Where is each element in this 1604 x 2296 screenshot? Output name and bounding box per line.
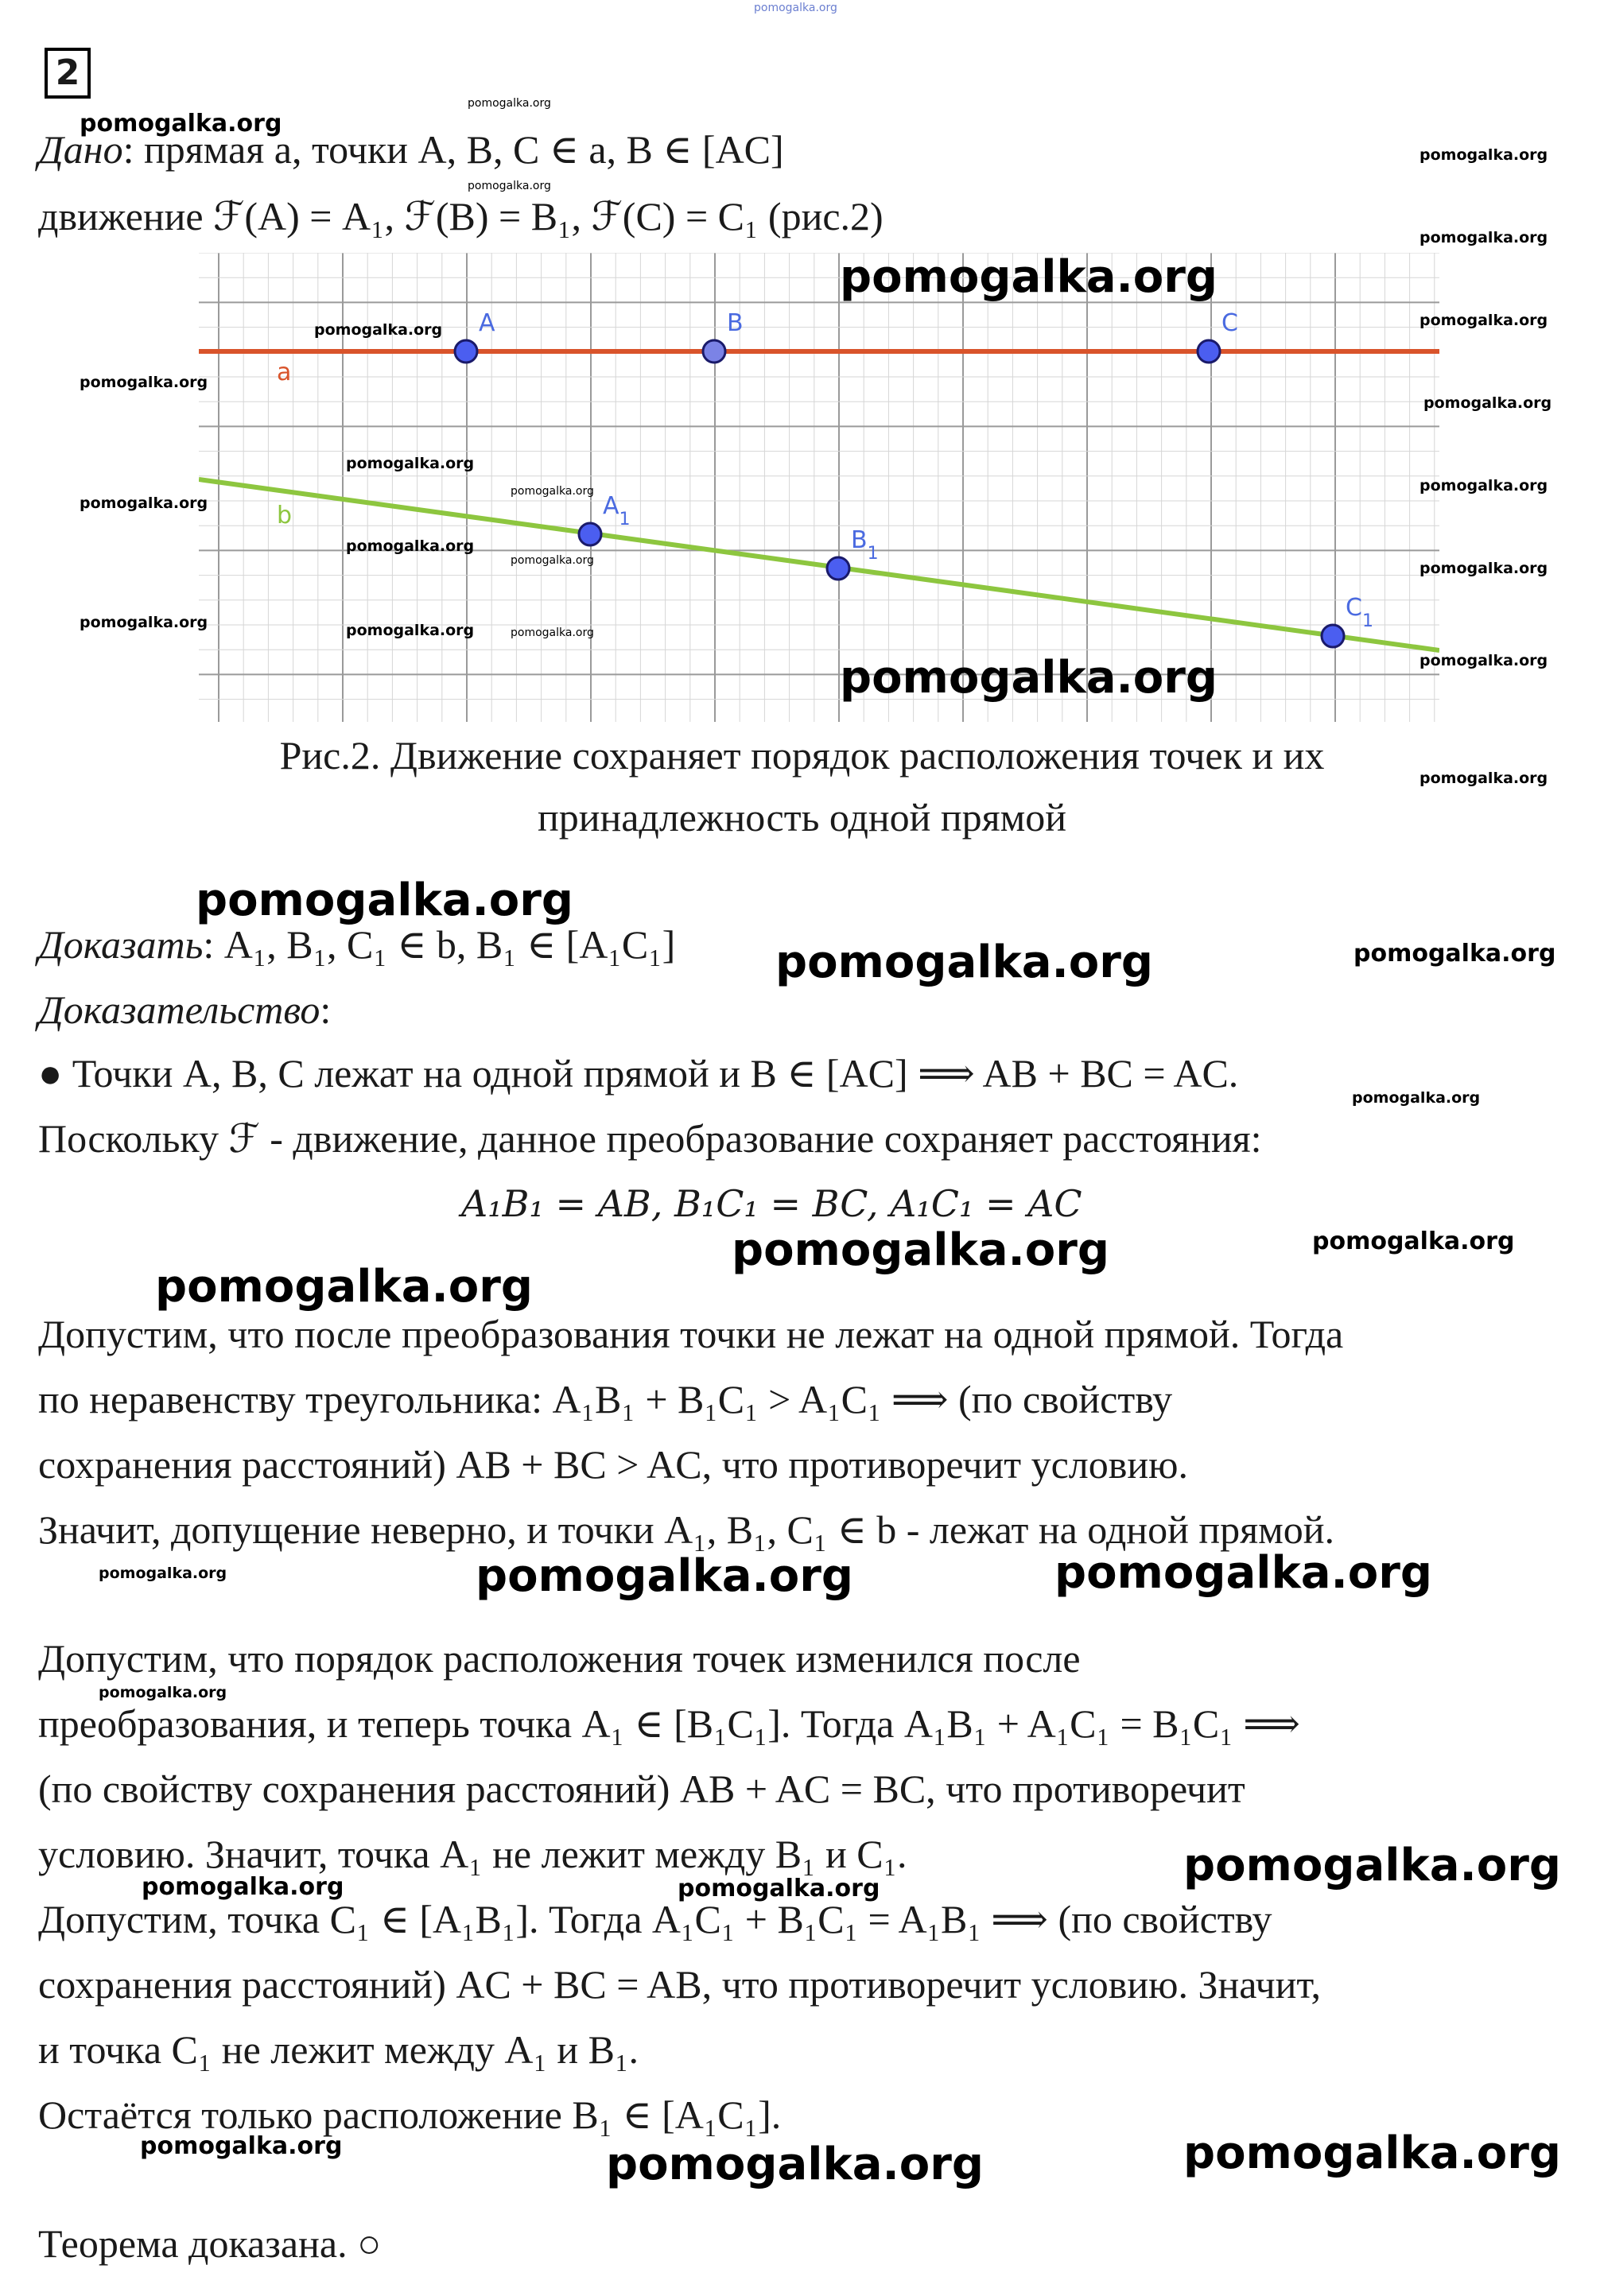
point-c1-label: $C_1$: [1346, 594, 1373, 631]
watermark: pomogalka.org: [99, 1565, 227, 1582]
watermark: pomogalka.org: [1423, 394, 1552, 412]
point-c1-point: [1322, 625, 1344, 647]
proof-line-10: (по свойству сохранения расстояний) AB + AC = BC, что противоречит: [38, 1767, 1245, 1811]
prove-line: [38, 922, 675, 968]
watermark: pomogalka.org: [606, 2139, 984, 2190]
header-watermark: pomogalka.org: [754, 2, 837, 14]
point-c-label: C: [1221, 309, 1238, 337]
watermark: pomogalka.org: [511, 485, 594, 498]
problem-number-badge: 2: [45, 48, 91, 99]
watermark: pomogalka.org: [678, 1875, 880, 1902]
watermark: pomogalka.org: [840, 251, 1218, 303]
watermark: pomogalka.org: [1054, 1547, 1432, 1599]
point-a1-point: [579, 523, 601, 545]
proof-line-9: преобразования, и теперь точка A₁ ∈ [B₁C₁]. Тогда A₁B₁ + A₁C₁ = B₁C₁ ⟹: [38, 1701, 1300, 1746]
point-c-point: [1198, 340, 1220, 363]
watermark: pomogalka.org: [99, 1684, 227, 1701]
watermark: pomogalka.org: [1420, 770, 1548, 787]
watermark: pomogalka.org: [346, 537, 475, 555]
proof-line-1-text: Точки A, B, C лежат на одной прямой и B ∈ [AC] ⟹ AB + BC = AC.: [72, 1051, 1239, 1096]
proof-line-5: по неравенству треугольника: A₁B₁ + B₁C₁ > A₁C₁ ⟹ (по свойству: [38, 1377, 1173, 1421]
watermark: pomogalka.org: [346, 622, 475, 639]
point-b-point: [703, 340, 725, 363]
prove-label: Доказать: [38, 922, 204, 967]
proof-label-colon: :: [320, 987, 332, 1032]
proof-line-14: и точка C₁ не лежит между A₁ и B₁.: [38, 2027, 639, 2072]
point-b-label: B: [727, 309, 744, 337]
proof-heading: [38, 987, 331, 1034]
given-text-1: : прямая a, точки A, B, C ∈ a, B ∈ [AC]: [122, 127, 784, 172]
watermark: pomogalka.org: [1420, 652, 1548, 669]
figure-caption-line-2: принадлежность одной прямой: [537, 795, 1067, 840]
proof-line-1: [38, 1051, 1238, 1097]
given-label: Дано: [38, 127, 123, 172]
bullet: ●: [38, 1051, 63, 1096]
watermark: pomogalka.org: [80, 110, 282, 138]
watermark: pomogalka.org: [468, 97, 551, 110]
watermark: pomogalka.org: [140, 2132, 343, 2160]
watermark: pomogalka.org: [346, 455, 475, 472]
watermark: pomogalka.org: [1312, 1228, 1515, 1255]
watermark: pomogalka.org: [80, 614, 208, 631]
watermark: pomogalka.org: [468, 180, 551, 192]
watermark: pomogalka.org: [476, 1550, 853, 1602]
watermark: pomogalka.org: [1183, 1840, 1561, 1891]
proof-equalities: A₁B₁ = AB, B₁C₁ = BC, A₁C₁ = AC: [461, 1182, 1082, 1225]
proof-line-2: Поскольку ℱ - движение, данное преобразование сохраняет расстояния:: [38, 1116, 1262, 1161]
proof-line-11: условию. Значит, точка A₁ не лежит между B₁ и C₁.: [38, 1832, 907, 1876]
proof-line-15: Остаётся только расположение B₁ ∈ [A₁C₁].: [38, 2092, 782, 2137]
watermark: pomogalka.org: [196, 875, 573, 926]
watermark: pomogalka.org: [1183, 2127, 1561, 2179]
line-a-label: a: [277, 359, 292, 386]
point-a-point: [455, 340, 477, 363]
watermark: pomogalka.org: [775, 937, 1153, 988]
watermark: pomogalka.org: [1420, 312, 1548, 329]
proof-line-6: сохранения расстояний) AB + BC > AC, что противоречит условию.: [38, 1442, 1188, 1487]
point-a-label: A: [479, 309, 495, 337]
watermark: pomogalka.org: [80, 374, 208, 391]
point-b1-label: $B_1$: [851, 526, 879, 564]
watermark: pomogalka.org: [314, 321, 443, 339]
watermark: pomogalka.org: [1353, 940, 1556, 968]
point-b1-point: [827, 557, 849, 580]
watermark: pomogalka.org: [1420, 560, 1548, 577]
watermark: pomogalka.org: [511, 554, 594, 567]
watermark: pomogalka.org: [1420, 477, 1548, 494]
figure-caption-line-1: Рис.2. Движение сохраняет порядок расположения точек и их: [279, 733, 1325, 778]
line-b-label: b: [277, 502, 293, 529]
watermark: pomogalka.org: [511, 626, 594, 639]
proof-line-7: Значит, допущение неверно, и точки A₁, B₁, C₁ ∈ b - лежат на одной прямой.: [38, 1507, 1334, 1552]
watermark: pomogalka.org: [1420, 146, 1548, 164]
proof-line-13: сохранения расстояний) AC + BC = AB, что противоречит условию. Значит,: [38, 1962, 1321, 2007]
point-a1-label: $A_1$: [603, 492, 631, 529]
watermark: pomogalka.org: [155, 1261, 533, 1313]
watermark: pomogalka.org: [80, 494, 208, 512]
watermark: pomogalka.org: [732, 1224, 1109, 1276]
watermark: pomogalka.org: [840, 652, 1218, 704]
proof-conclusion: Теорема доказана. ○: [38, 2221, 382, 2266]
watermark: pomogalka.org: [142, 1873, 344, 1901]
given-line-2: движение ℱ(A) = A₁, ℱ(B) = B₁, ℱ(C) = C₁ (рис.2): [38, 194, 884, 239]
proof-line-8: Допустим, что порядок расположения точек изменился после: [38, 1636, 1081, 1681]
proof-line-12: Допустим, точка C₁ ∈ [A₁B₁]. Тогда A₁C₁ + B₁C₁ = A₁B₁ ⟹ (по свойству: [38, 1897, 1272, 1941]
watermark: pomogalka.org: [1420, 229, 1548, 246]
prove-text: : A₁, B₁, C₁ ∈ b, B₁ ∈ [A₁C₁]: [203, 922, 676, 967]
proof-label: Доказательство: [38, 987, 320, 1032]
watermark: pomogalka.org: [1352, 1089, 1481, 1107]
proof-line-4: Допустим, что после преобразования точки не лежат на одной прямой. Тогда: [38, 1312, 1344, 1356]
